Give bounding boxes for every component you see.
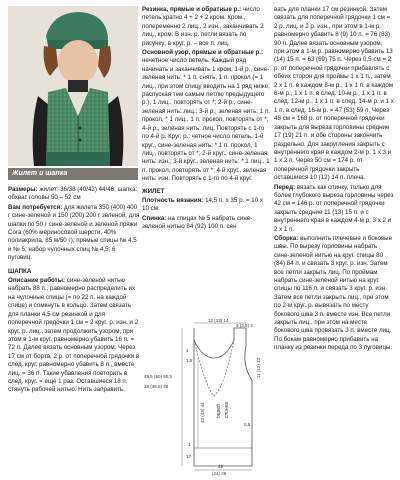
materials-paragraph bbox=[8, 204, 140, 263]
label-depth-b: 1,5 bbox=[186, 358, 193, 363]
density-label: Плотность вязания: bbox=[142, 196, 204, 204]
label-top-width: 3 (3,5) 4 bbox=[236, 323, 253, 328]
schematic-outline bbox=[194, 328, 252, 466]
sizes-paragraph bbox=[8, 186, 140, 203]
front-paragraph bbox=[274, 184, 394, 234]
back-label: Спинка: bbox=[142, 214, 167, 222]
assembly-label: Сборка: bbox=[274, 234, 299, 242]
main-pattern-text: нечетное число петель. Каждый ряд начинать и заканчивать 1 кром. 1-й р., сине-зеленая нить: * 1 п. снять, 1 п. прокол (= 1 лиц., при этом спицу вводить на 1 ряд ниже, распуская тем самым петлю предыдущего р.), 1 лиц., повторять от *; 2-й р., сине-зеленая нить: лиц.; 3-й р., зеленая нить: 1 п. прокол, * 1 лиц., 1 п. прокол, повторять от *; 4-й р., зеленая нить: лиц. Повторять с 1-го по 4-й р. Круг. р.: четное число петель. 1-й круг., сине-зеленая нить: * 1 п. прокол, 1 лиц., повторять от *; 2-й круг., сине-зеленая нить: изн.; 3-й круг., зеленая нить: * 1 лиц., 1 п. прокол, повторять от *; 4-й круг., зеленая нить: изн. Повторять с 1-го по 4-й круг. bbox=[142, 57, 270, 183]
label-mid-width: 0,5 bbox=[244, 422, 251, 427]
left-column bbox=[8, 186, 140, 396]
rib-text: число петель кратно 4 + 2 + 2 кром. Кром., попеременно 2 лиц., 2 изн., заканчивать 2 лиц., кром. В изн. р. петли вязать по рисунку; в круг. р. – все п. лиц. bbox=[142, 6, 264, 47]
back-paragraph bbox=[142, 215, 270, 232]
main-pattern-label: Основной узор, прямые и обратные р.: bbox=[142, 49, 264, 57]
label-bottom-width: 22 bbox=[218, 464, 224, 469]
photo-caption: Жилет и шапка bbox=[8, 168, 138, 180]
label-front-depth: 42 (43) 44 bbox=[200, 402, 205, 423]
rib-label: Резинка, прямые и обратные р.: bbox=[142, 6, 242, 13]
back-continued-text: вать для планки 17 см резинкой. Затем связать для поперечной грядочки 1 см = 2 р. лиц. и 2 р. изн., при этом в 1-м р. равномерно убавить 8 (9) 10 п. = 76 (83) 90 п. Далее вязать основным узором, при этом в 1-м р. равномерно убавить 13 (14) 15 п. = 63 (69) 75 п. Через 0,5 см = 2 р. от поперечной грядочки прибавлять с обеих сторон для проймы 1 x 1 п., затем 2 x 1 п. в каждом 8-м р., 1 x 1 п. в каждом 6-м р., 1 x 1 п. в след. 10-м р., 1 x 1 п. в след. 12-м р., 1 x 1 п. в след. 14-м р. и 1 x 1 п. в след. 16-м р. = 47 (53) 59 п. Через 48 см = 168 р. от поперечной грядочки закрыть для выреза горловины средние 17 (19) 21 п. и обе стороны закончить раздельно. Для закругления закрыть с внутреннего края в каждом 2-м р. 1 x 3 и 1 x 2 п. Через 50 см = 174 р. от поперечной грядочки закрыть оставшиеся 10 (12) 14 п. плеча. bbox=[274, 6, 394, 182]
label-depth-a: 1 bbox=[186, 348, 189, 353]
label-bottom-rib: 17 bbox=[186, 454, 192, 459]
materials-text: для жилета 350 (400) 400 г сине-зеленой и 150 (200) 200 г зеленой, для шапки по 50 г сине-зеленой и зеленой пряжи Cora (60% мериносовой шерсти, 40% полиакрила, 85 м/50 г); прямые спицы № 4,5 и № 5; набор чулочных спиц № 4,5; 6 пуговиц. bbox=[8, 203, 140, 262]
rib-paragraph bbox=[142, 6, 270, 48]
back-text: на спицах № 5 набрать сине-зеленой нитью 84 (92) 100 п. сен bbox=[142, 214, 253, 231]
schematic-front-neckline bbox=[194, 340, 234, 396]
right-column bbox=[274, 6, 394, 354]
label-bottom-width-2: (24) 26 bbox=[212, 471, 227, 476]
middle-column bbox=[142, 6, 270, 233]
sizes-text: жилет: 36/38 (40/42) 44/46; шапка: обхват головы 50 – 52 см bbox=[8, 186, 138, 202]
label-front: перед bbox=[216, 404, 222, 418]
hat-description-label: Описание работы: bbox=[8, 277, 66, 285]
assembly-text: выполнить плечевые и боковые швы. По вырезу горловины набрать сине-зеленой нитью на круг. спицы 80 (84) 84 п. и связать 3 круг. р. изн. Затем все петли закрыть лиц. По проймам набрать сине-зеленой нитью на круг. спицы по 116 п. и связать 3 круг. р. изн. Затем все петли закрыть лиц., при этом по 2-м круг. р. вывязать по месту бокового шва 3 п. вместе изн. Все петли закрыть лиц., при этом на месте бокового шва провязать 3 п. вместе лиц. По бокам равномерно прибавить на планку из резинки переда по 3 пуговицы. bbox=[274, 234, 393, 352]
model-photo-illustration bbox=[8, 6, 138, 166]
vest-schematic bbox=[142, 318, 272, 476]
front-label: Перед: bbox=[274, 183, 296, 191]
hat-description-text: сине-зеленой нитью набрать 88 п., равномерно распределить их на чулочные спицы (= по 22 п. на каждой спице) и сомкнуть в кольцо. Затем связать для планки 4,5 см резинкой и для поперечной гредочки 1 см = 2 круг. р. изн. и 2 круг. р. лиц., затем продолжить узором, при этом в 1-м круг. равномерно убавить 16 п. = 72 п. Далее вязать основным узором. Через 17 см от борта, 2 р. от поперечной грядочки в след. круг. равномерно убавить 8 п., вместе лиц. = 36 п. Такие убавления повторить в след. круг. = еще 1 раз. Оставшиеся 18 п. стянуть рабочей нитью. Нить заправить. bbox=[8, 277, 140, 394]
main-pattern-paragraph bbox=[142, 49, 270, 184]
hat-title: ШАПКА bbox=[8, 267, 32, 275]
materials-label: Вам потребуется: bbox=[8, 203, 63, 211]
hat-description bbox=[8, 277, 140, 395]
label-side-top: 11 (12) 13 bbox=[256, 357, 261, 378]
label-back: спинка bbox=[224, 402, 230, 418]
density-text: 14,5 п. x 35 р. = 10 x 10 см. bbox=[142, 196, 263, 213]
assembly-paragraph bbox=[274, 235, 394, 353]
front-text: вязать как спинку, только для более глубокого выреза горловины через 42 см = 146 р. от поперечной грядочки закрыть средние 11 (13) 15 п. и с внутреннего края в каждом 4-м р. 3 x 2 и 2 x 1 п. bbox=[274, 183, 394, 233]
label-neck-width: 12 (13) 14 bbox=[208, 318, 229, 323]
label-left-height-2: 48 (48,5) 49 bbox=[144, 384, 169, 389]
sizes-label: Размеры: bbox=[8, 186, 38, 193]
model-photo bbox=[8, 6, 138, 166]
label-bottom-rib-2: 1 bbox=[188, 442, 191, 447]
label-left-height: 49,5 (50) 50,5 bbox=[144, 374, 173, 379]
density-paragraph bbox=[142, 197, 270, 214]
vest-title: ЖИЛЕТ bbox=[142, 187, 165, 195]
